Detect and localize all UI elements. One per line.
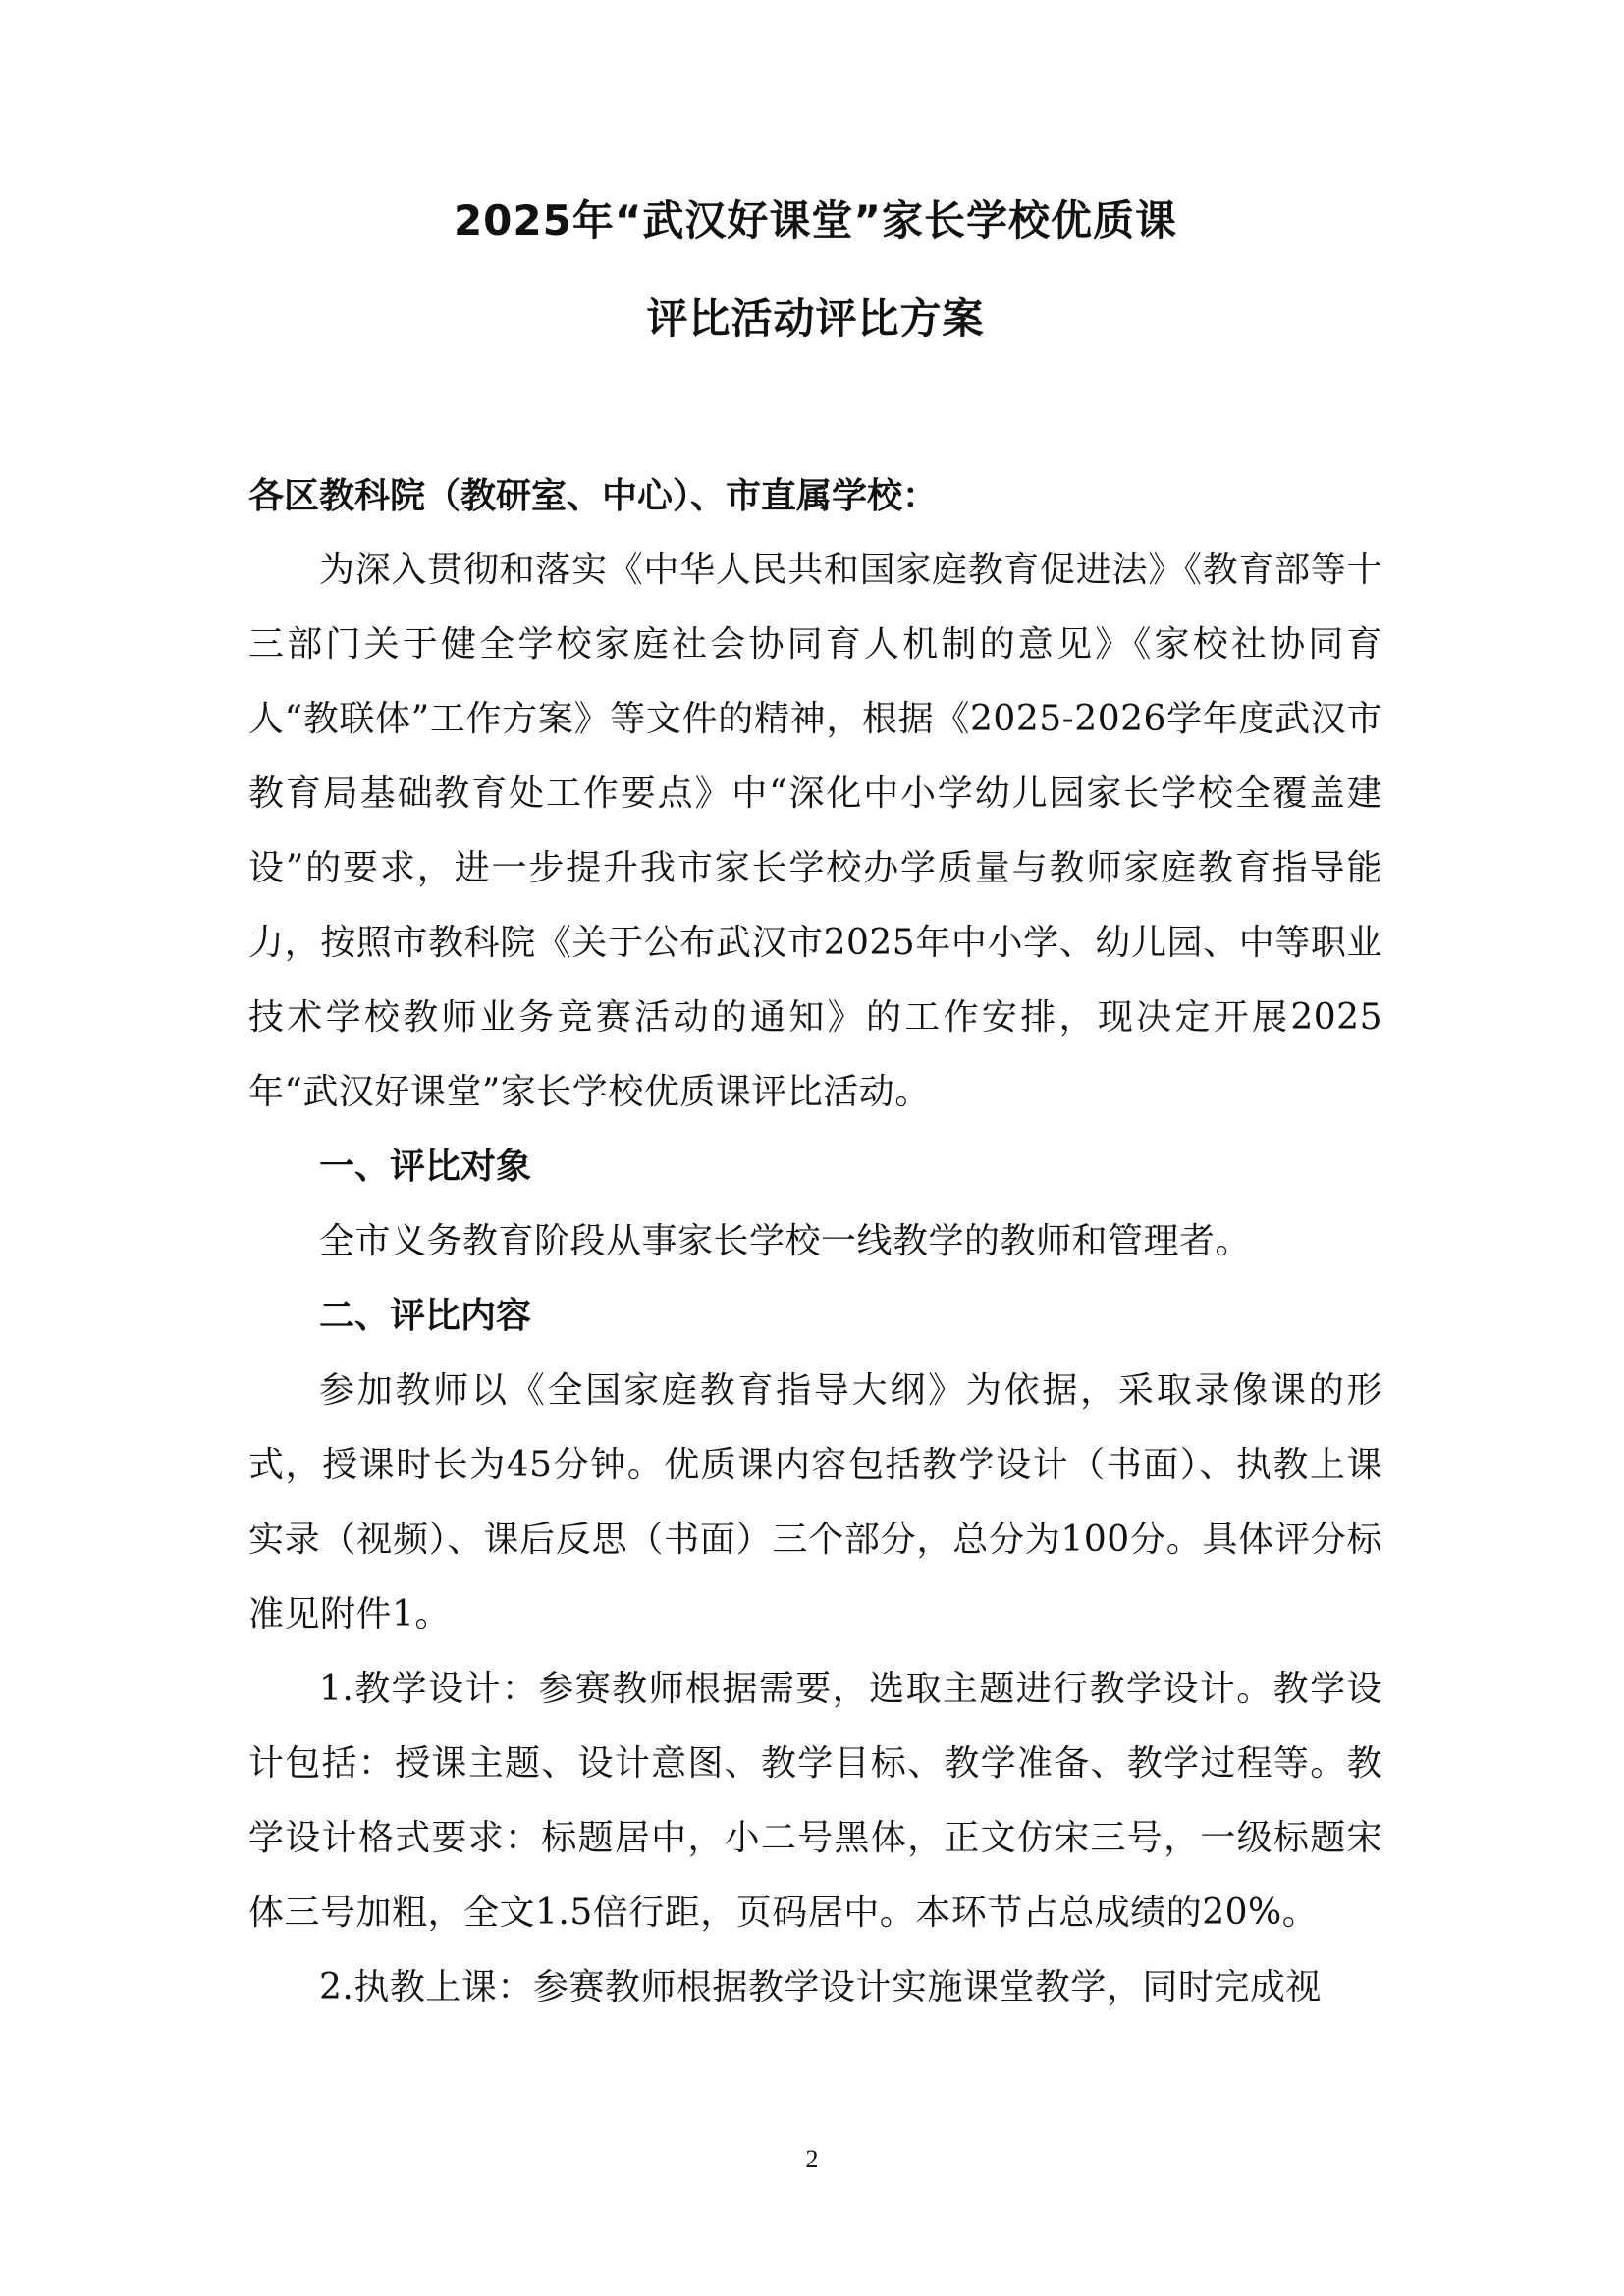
document-title-line2: 评比活动评比方案 xyxy=(646,294,985,343)
section1-body: 全市义务教育阶段从事家长学校一线教学的教师和管理者。 xyxy=(319,1221,1252,1261)
section2-heading: 二、评比内容 xyxy=(319,1296,532,1336)
salutation: 各区教科院（教研室、中心）、市直属学校： xyxy=(248,475,939,516)
page-number: 2 xyxy=(805,2145,819,2173)
intro-paragraph: 为深入贯彻和落实《中华人民共和国家庭教育促进法》《教育部等十三部门关于健全学校家庭社会协同育人机制的意见》《家校社协同育人“教联体”工作方案》等文件的精神，根据《2025-2026学年度武汉市教育局基础教育处工作要点》中“深化中小学幼儿园家长学校全覆盖建设”的要求，进一步提升我市家长学校办学质量与教师家庭教育指导能力，按照市教科院《关于公布武汉市2025年中小学、幼儿园、中等职业技术学校教师业务竞赛活动的通知》的工作安排，现决定开展2025年“武汉好课堂”家长学校优质课评比活动。 xyxy=(248,550,1382,1112)
section1-heading: 一、评比对象 xyxy=(319,1147,532,1187)
item1-paragraph: 1.教学设计：参赛教师根据需要，选取主题进行教学设计。教学设计包括：授课主题、设计意图、教学目标、教学准备、教学过程等。教学设计格式要求：标题居中，小二号黑体，正文仿宋三号，一级标题宋体三号加粗，全文1.5倍行距，页码居中。本环节占总成绩的20%。 xyxy=(248,1669,1382,1933)
item2-paragraph: 2.执教上课：参赛教师根据教学设计实施课堂教学，同时完成视 xyxy=(319,1967,1322,2007)
document-title-line1: 2025年“武汉好课堂”家长学校优质课 xyxy=(453,196,1178,244)
section2-body: 参加教师以《全国家庭教育指导大纲》为依据，采取录像课的形式，授课时长为45分钟。优质课内容包括教学设计（书面）、执教上课实录（视频）、课后反思（书面）三个部分，总分为100分。具体评分标准见附件1。 xyxy=(248,1370,1382,1634)
document-page xyxy=(248,191,1382,2025)
